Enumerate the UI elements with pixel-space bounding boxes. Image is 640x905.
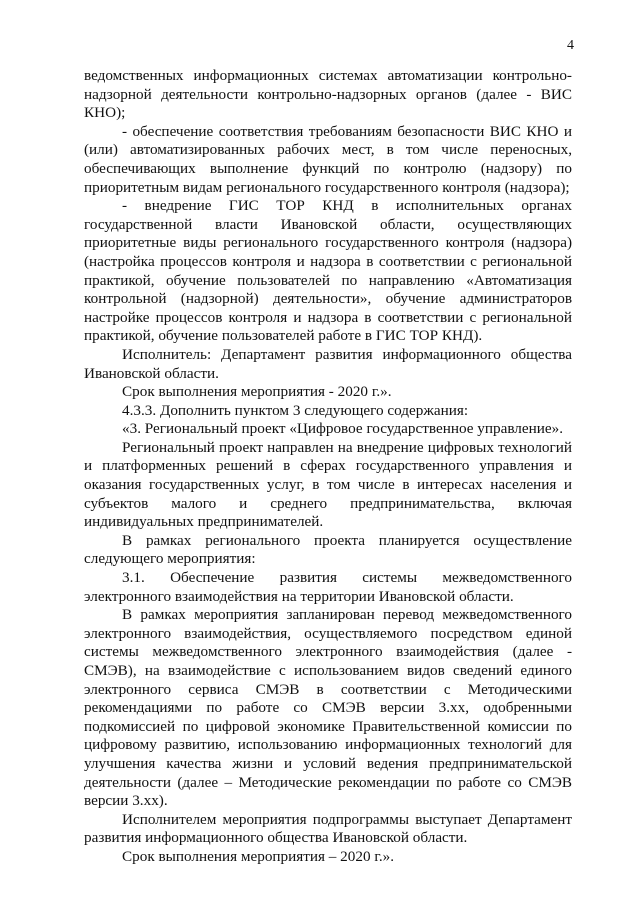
paragraph-regional-project-goal: Региональный проект направлен на внедрение цифровых технологий и платформенных решений в сферах государственного управления и оказания государственных услуг, в том числе в интересах населения и субъектов малого и среднего предпринимательства, включая индивидуальных предпринимателей.: [84, 438, 572, 531]
paragraph-security-requirements: - обеспечение соответствия требованиям безопасности ВИС КНО и (или) автоматизированных рабочих мест, в том числе переносных, обеспечивающих выполнение функций по контролю (надзору) по приоритетным видам регионального государственного контроля (надзора);: [84, 122, 572, 196]
document-body: [84, 67, 572, 867]
paragraph-executor: Исполнитель: Департамент развития информационного общества Ивановской области.: [84, 345, 572, 382]
paragraph-planned-activity: В рамках регионального проекта планируется осуществление следующего мероприятия:: [84, 531, 572, 568]
paragraph-regional-project-title: «3. Региональный проект «Цифровое государственное управление».: [122, 420, 564, 438]
paragraph-deadline-2: Срок выполнения мероприятия – 2020 г.».: [122, 847, 395, 865]
page-number: 4: [567, 38, 574, 53]
paragraph-smev-transition: В рамках мероприятия запланирован перевод межведомственного электронного взаимодействия, осуществляемого посредством единой системы межведомственного электронного взаимодействия (далее - СМЭВ), на взаимодействие с использованием видов сведений единого электронного сервиса СМЭВ в соответствии с Методическими рекомендациями по работе со СМЭВ версии 3.xx, одобренными подкомиссией по цифровой экономике Правительственной комиссии по цифровому развитию, использованию информационных технологий для улучшения качества жизни и условий ведения предпринимательской деятельности (далее – Методические рекомендации по работе со СМЭВ версии 3.xx).: [84, 606, 572, 810]
paragraph-gis-tor-knd: - внедрение ГИС ТОР КНД в исполнительных органах государственной власти Ивановской области, осуществляющих приоритетные виды регионального государственного контроля (надзора) (настройка процессов контроля и надзора в соответствии с региональной практикой, обучение пользователей по направлению «Автоматизация контрольной (надзорной) деятельности», обучение администраторов настройке процессов контроля и надзора в соответствии с региональной практикой, обучение пользователей работе в ГИС ТОР КНД).: [84, 197, 572, 345]
paragraph-activity-executor: Исполнителем мероприятия подпрограммы выступает Департамент развития информационного общества Ивановской области.: [84, 810, 572, 847]
paragraph-activity-3-1: 3.1. Обеспечение развития системы межведомственного электронного взаимодействия на территории Ивановской области.: [84, 569, 572, 605]
paragraph-vis-kno: ведомственных информационных системах автоматизации контрольно-надзорной деятельности контрольно-надзорных органов (далее - ВИС КНО);: [84, 67, 572, 122]
paragraph-deadline-1: Срок выполнения мероприятия - 2020 г.».: [122, 383, 392, 401]
paragraph-amendment: 4.3.3. Дополнить пунктом 3 следующего содержания:: [122, 401, 469, 419]
